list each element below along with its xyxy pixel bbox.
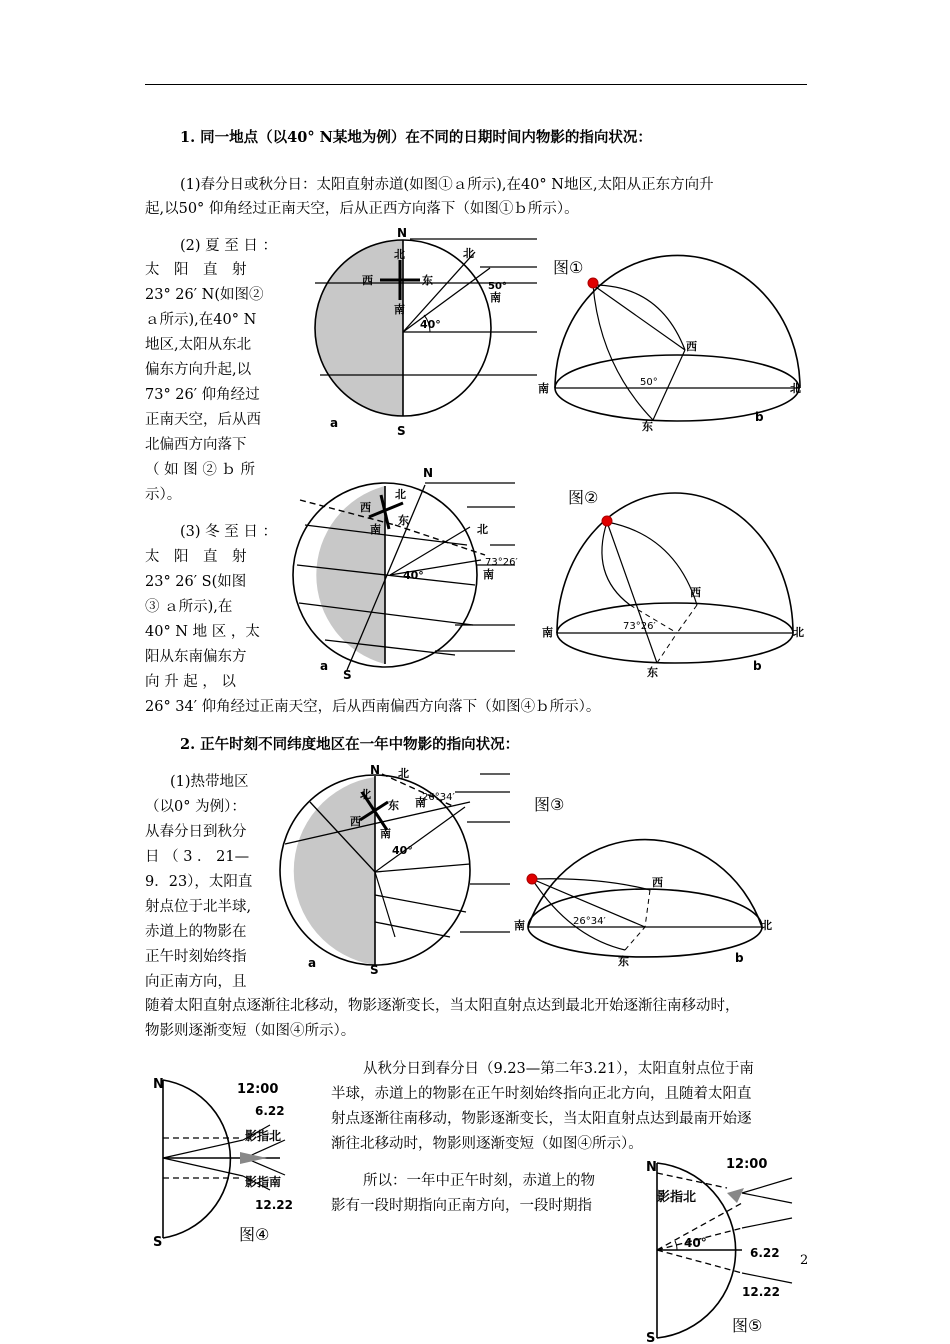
fig2-south-label: 南 [370, 523, 381, 536]
fig5-angle: 40° [684, 1236, 707, 1250]
paragraph-line: 地区,太阳从东北 [145, 337, 252, 353]
paragraph-line: 半球，赤道上的物影在正午时刻始终指向正北方向，且随着太阳直 [331, 1086, 752, 1102]
fig3-caption: 图③ [534, 795, 565, 814]
fig3-west-label: 西 [350, 815, 361, 828]
paragraph-line: 正午时刻始终指 [145, 949, 247, 965]
section-heading-1: 1. 同一地点（以40° N某地为例）在不同的日期时间内物影的指向状况： [180, 129, 652, 146]
fig2b-east-label: 东 [647, 666, 658, 679]
paragraph-line: 示）。 [145, 487, 182, 503]
paragraph-line: (1)春分日或秋分日：太阳直射赤道(如图①ａ所示),在40° N地区,太阳从正东方向升 [180, 177, 714, 193]
fig1-label-a: a [330, 416, 339, 430]
paragraph-line: 渐往北移动时，物影则逐渐变短（如图④所示）。 [331, 1136, 643, 1152]
fig3-lat-angle: 40° [392, 844, 413, 857]
paragraph-line: ａ所示),在40° N [145, 312, 257, 328]
paragraph-line: 影有一段时期指向正南方向，一段时期指 [331, 1198, 592, 1214]
sun-icon [602, 516, 612, 526]
fig5-jun: 6.22 [750, 1246, 780, 1260]
figure-2b [557, 493, 793, 663]
fig1-north2-label: 北 [463, 247, 474, 260]
fig2-lat-angle: 40° [403, 569, 424, 582]
fig2-north-label: 北 [395, 488, 406, 501]
paragraph-line: 73° 26′ 仰角经过 [145, 387, 260, 403]
fig3-south-label: 南 [380, 827, 391, 840]
paragraph-line: ③ ａ所示),在 [145, 599, 233, 615]
fig1b-west-label: 西 [686, 340, 697, 353]
fig5-caption: 图⑤ [732, 1316, 763, 1335]
sun-icon [527, 874, 537, 884]
fig3b-angle: 26°34′ [573, 916, 606, 927]
fig2-sun-angle: 73°26′ [485, 557, 518, 568]
paragraph-line: 阳从东南偏东方 [145, 649, 247, 665]
fig1b-east-label: 东 [642, 420, 653, 433]
page-number: 2 [800, 1253, 809, 1268]
fig2-S-label: S [343, 668, 352, 680]
paragraph-line: 射点逐渐往南移动，物影逐渐变长，当太阳直射点达到最南开始逐 [331, 1111, 752, 1127]
fig1-west-label: 西 [362, 274, 373, 287]
fig2-caption: 图② [568, 488, 599, 507]
fig1b-angle: 50° [640, 377, 658, 388]
paragraph-line: 26° 34′ 仰角经过正南天空，后从西南偏西方向落下（如图④ｂ所示）。 [145, 699, 601, 715]
figure-5 [642, 1153, 802, 1344]
fig2-east-label: 东 [398, 514, 409, 527]
sun-icon [588, 278, 598, 288]
fig5-shadow-north: 影指北 [657, 1190, 697, 1205]
fig4-caption: 图④ [239, 1225, 270, 1244]
paragraph-line: 日 （ 3 ． 21— [145, 849, 250, 865]
paragraph-line: 23° 26′ S(如图 [145, 574, 247, 590]
fig3b-west-label: 西 [652, 876, 663, 889]
fig2-N-label: N [423, 466, 434, 480]
fig3-sun-angle: 26°34′ [422, 792, 455, 803]
fig1-lat-angle: 40° [420, 318, 441, 331]
paragraph-line: 随着太阳直射点逐渐往北移动，物影逐渐变长，当太阳直射点达到最北开始逐渐往南移动时， [145, 998, 740, 1014]
paragraph-line: 偏东方向升起,以 [145, 362, 252, 378]
paragraph-line: 太 阳 直 射 [145, 262, 247, 278]
paragraph-line: 从春分日到秋分 [145, 824, 247, 840]
fig2b-south-label: 南 [542, 626, 553, 639]
figure-3 [270, 762, 805, 977]
paragraph-line: （ 如 图 ② ｂ 所 [145, 462, 256, 478]
fig1-N-label: N [397, 226, 408, 240]
fig1-caption: 图① [553, 258, 584, 277]
fig3b-north-label: 北 [761, 919, 772, 932]
paragraph-line: 所以：一年中正午时刻，赤道上的物 [363, 1173, 595, 1189]
fig3b-south-label: 南 [514, 919, 525, 932]
fig1-south2-label: 南 [490, 291, 501, 304]
paragraph-line: 太 阳 直 射 [145, 549, 247, 565]
fig5-S-label: S [646, 1331, 656, 1344]
header-rule [145, 84, 807, 85]
paragraph-line: 赤道上的物影在 [145, 924, 247, 940]
fig2b-angle: 73°26′ [623, 621, 656, 632]
fig3-east-label: 东 [388, 799, 399, 812]
fig5-dec: 12.22 [742, 1285, 780, 1299]
fig3-north-label: 北 [360, 788, 371, 801]
fig4-jun: 6.22 [255, 1104, 285, 1118]
fig3-S-label: S [370, 963, 379, 977]
fig1b-south-label: 南 [538, 382, 549, 395]
fig2-north2-label: 北 [477, 523, 488, 536]
fig3-label-a: a [308, 956, 317, 970]
paragraph-line: 40° N 地 区 ，太 [145, 624, 260, 640]
fig1-S-label: S [397, 424, 406, 435]
paragraph-line: 北偏西方向落下 [145, 437, 247, 453]
fig1-sun-angle: 50° [488, 281, 507, 292]
paragraph-line: 起,以50° 仰角经过正南天空，后从正西方向落下（如图①ｂ所示）。 [145, 201, 579, 217]
fig1-label-b: b [755, 410, 764, 424]
paragraph-line: 正南天空，后从西 [145, 412, 261, 428]
paragraph-line: （以0° 为例）： [145, 799, 246, 815]
fig1-south-label: 南 [394, 303, 405, 316]
figure-2 [285, 465, 810, 680]
paragraph-line: 9．23），太阳直 [145, 874, 253, 890]
fig1b-north-label: 北 [790, 382, 801, 395]
paragraph-line: (2) 夏 至 日 ： [180, 238, 277, 254]
fig1-north-label: 北 [394, 248, 405, 261]
paragraph-line: 23° 26′ N(如图② [145, 287, 264, 303]
paragraph-line: 射点位于北半球, [145, 899, 252, 915]
paragraph-line: (3) 冬 至 日 ： [180, 524, 277, 540]
fig4-shadow-south: 影指南 [245, 1175, 282, 1189]
figure-1 [300, 225, 810, 435]
fig4-dec: 12.22 [255, 1198, 293, 1212]
figure-3b [528, 840, 762, 957]
fig2-label-a: a [320, 659, 329, 673]
fig4-time: 12:00 [237, 1082, 279, 1097]
fig1-east-label: 东 [422, 274, 433, 287]
paragraph-line: 从秋分日到春分日（9.23—第二年3.21），太阳直射点位于南 [363, 1061, 754, 1077]
figure-4 [145, 1070, 305, 1250]
paragraph-line: (1)热带地区 [170, 774, 249, 790]
paragraph-line: 物影则逐渐变短（如图④所示）。 [145, 1023, 356, 1039]
fig3b-east-label: 东 [618, 955, 629, 968]
fig3-label-b: b [735, 951, 744, 965]
paragraph-line: 向正南方向，且 [145, 974, 247, 990]
fig4-shadow-north: 影指北 [245, 1129, 282, 1143]
fig4-S-label: S [153, 1235, 163, 1250]
fig2-west-label: 西 [360, 501, 371, 514]
fig5-N-label: N [646, 1160, 657, 1175]
fig3-north2-label: 北 [398, 767, 409, 780]
fig4-N-label: N [153, 1077, 164, 1092]
fig2b-north-label: 北 [793, 626, 804, 639]
fig3-N-label: N [370, 763, 381, 777]
fig2-south2-label: 南 [483, 568, 494, 581]
section-heading-2: 2. 正午时刻不同纬度地区在一年中物影的指向状况： [180, 736, 520, 753]
fig2b-west-label: 西 [690, 586, 701, 599]
fig2-label-b: b [753, 659, 762, 673]
fig5-time: 12:00 [726, 1157, 768, 1172]
paragraph-line: 向 升 起 ， 以 [145, 674, 236, 690]
fig3-south2-label: 南 [415, 796, 426, 809]
